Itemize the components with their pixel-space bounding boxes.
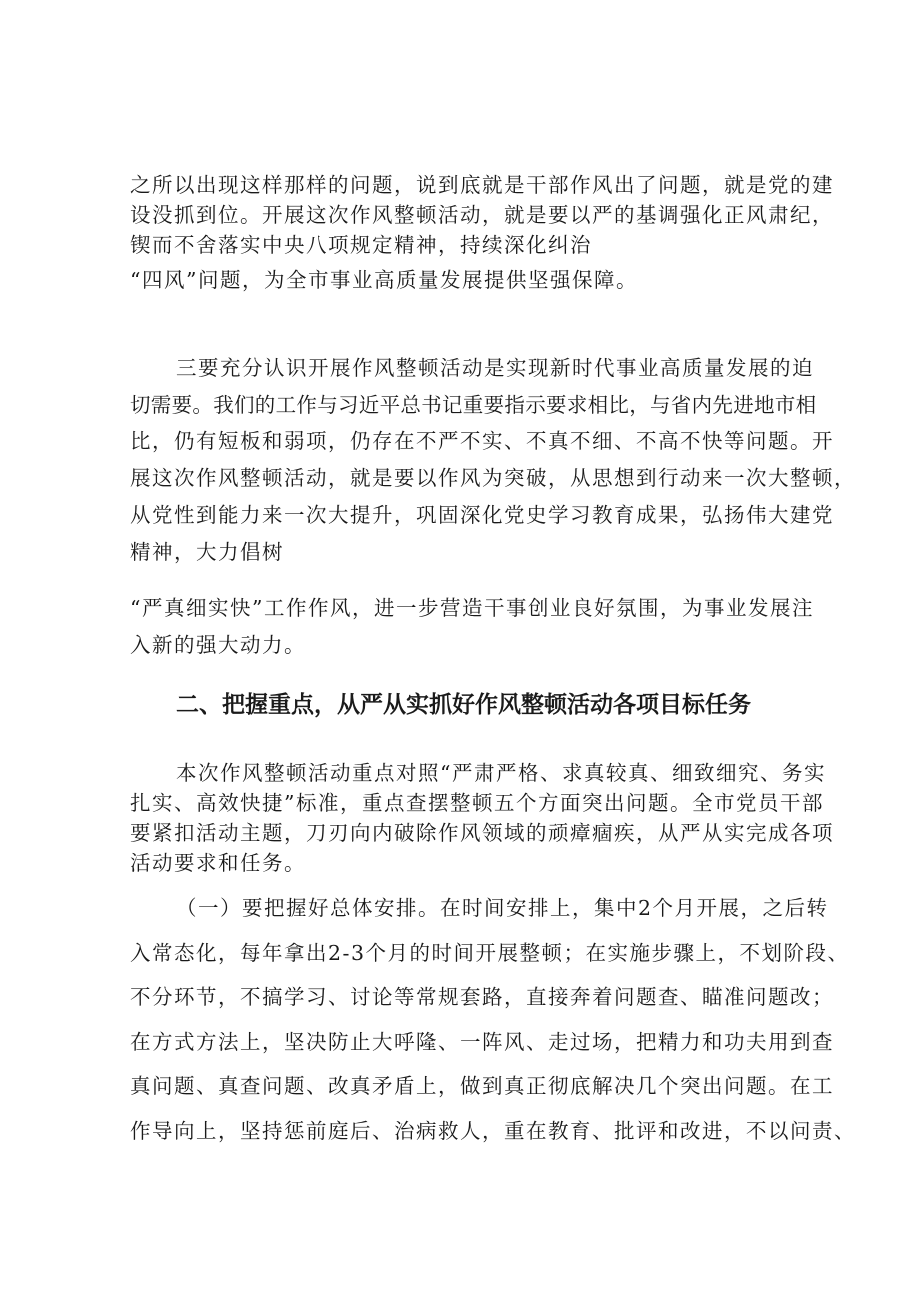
section-heading: 二、把握重点，从严从实抓好作风整顿活动各项目标任务 (176, 692, 751, 718)
paragraph-line: 要紧扣活动主题，刀刃向内破除作风领域的顽瘴痼疾，从严从实完成各项 (130, 821, 834, 845)
paragraph-line: （一）要把握好总体安排。在时间安排上，集中2个月开展，之后转 (176, 896, 829, 920)
paragraph-line: “四风”问题，为全市事业高质量发展提供坚强保障。 (130, 268, 638, 292)
paragraph-line: 切需要。我们的工作与习近平总书记重要指示要求相比，与省内先进地市相 (130, 393, 817, 417)
paragraph-line: 扎实、高效快捷”标准，重点查摆整顿五个方面突出问题。全市党员干部 (130, 791, 824, 815)
paragraph-line: “严真细实快”工作作风，进一步营造干事创业良好氛围，为事业发展注 (130, 596, 814, 620)
paragraph-line: 从党性到能力来一次大提升，巩固深化党史学习教育成果，弘扬伟大建党 (130, 503, 834, 527)
paragraph-line: 入常态化，每年拿出2-3个月的时间开展整顿；在实施步骤上，不划阶段、 (130, 941, 850, 965)
paragraph-line: 之所以出现这样那样的问题，说到底就是干部作风出了问题，就是党的建 (130, 173, 834, 197)
paragraph-line: 不分环节，不搞学习、讨论等常规套路，直接奔着问题查、瞄准问题改； (130, 985, 834, 1009)
paragraph-line: 活动要求和任务。 (130, 851, 306, 875)
paragraph-line: 真问题、真查问题、改真矛盾上，做到真正彻底解决几个突出问题。在工 (130, 1074, 834, 1098)
paragraph-line: 设没抓到位。开展这次作风整顿活动，就是要以严的基调强化正风肃纪， (130, 203, 834, 227)
paragraph-line: 锲而不舍落实中央八项规定精神，持续深化纠治 (130, 233, 592, 257)
paragraph-line: 在方式方法上，坚决防止大呼隆、一阵风、走过场，把精力和功夫用到查 (130, 1030, 834, 1054)
paragraph-line: 本次作风整顿活动重点对照“严肃严格、求真较真、细致细究、务实 (176, 761, 826, 785)
paragraph-line: 作导向上，坚持惩前庭后、治病救人，重在教育、批评和改进，不以问责、 (130, 1119, 856, 1143)
paragraph-line: 入新的强大动力。 (130, 633, 306, 657)
paragraph-line: 精神，大力倡树 (130, 540, 284, 564)
paragraph-line: 比，仍有短板和弱项，仍存在不严不实、不真不细、不高不快等问题。开 (130, 429, 834, 453)
paragraph-line: 三要充分认识开展作风整顿活动是实现新时代事业高质量发展的迫 (176, 356, 814, 380)
paragraph-line: 展这次作风整顿活动，就是要以作风为突破，从思想到行动来一次大整顿， (130, 466, 856, 490)
